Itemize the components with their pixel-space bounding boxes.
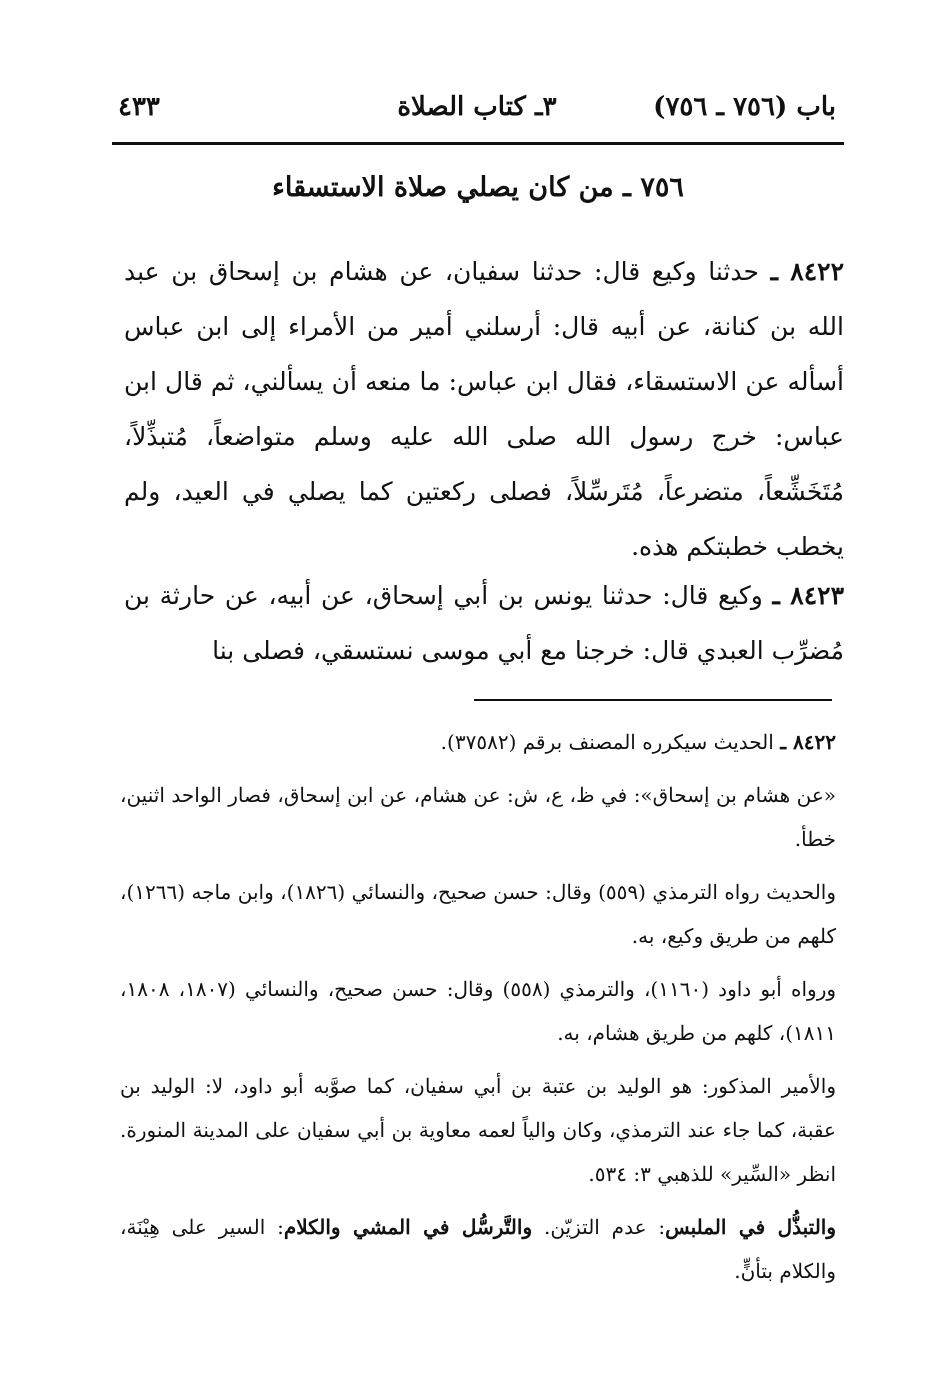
book-title: ٣ـ كتاب الصلاة <box>397 92 557 122</box>
hadith-number: ٨٤٢٢ ـ <box>770 257 845 286</box>
running-head <box>118 92 836 132</box>
glossary-definition: : عدم التزيّن. <box>532 1215 666 1239</box>
footnote-8422 <box>120 720 836 764</box>
chapter-title: ٧٥٦ ـ من كان يصلي صلاة الاستسقاء <box>272 172 684 203</box>
hadith-text: حدثنا وكيع قال: حدثنا سفيان، عن هشام بن إسحاق بن عبد الله بن كنانة، عن أبيه قال: أرسلني أمير من الأمراء إلى ابن عباس أسأله عن الاستسقاء، فقال ابن عباس: ما منعه أن يسألني، ثم قال ابن عباس: خرج رسول الله صلى الله عليه وسلم متواضعاً، مُتبذِّلاً، مُتَخَشِّعاً، متضرعاً، مُتَرسِّلاً، فصلى ركعتين كما يصلي في العيد، ولم يخطب خطبتكم هذه. <box>124 257 844 561</box>
footnote-separator <box>474 699 832 701</box>
glossary-definition: : السير على هِيْنَة، والكلام بتأنٍّ. <box>120 1215 836 1283</box>
footnote-emir: والأمير المذكور: هو الوليد بن عتبة بن أبي سفيان، كما صوَّبه أبو داود، لا: الوليد بن عقبة، كما جاء عند الترمذي، وكان والياً لعمه معاوية بن أبي سفيان على المدينة المنورة. انظر «السِّير» للذهبي ٣: ٥٣٤. <box>120 1074 836 1186</box>
footnote-number: ٨٤٢٢ ـ <box>780 730 836 754</box>
hadith-number: ٨٤٢٣ ـ <box>772 581 844 610</box>
footnote-takhrij-2: ورواه أبو داود (١١٦٠)، والترمذي (٥٥٨) وقال: حسن صحيح، والنسائي (١٨٠٧، ١٨٠٨، ١٨١١)، كلهم من طريق هشام، به. <box>120 977 837 1045</box>
header-rule <box>112 142 844 145</box>
glossary-term: والتبذُّل في الملبس <box>665 1215 836 1239</box>
hadith-8423 <box>124 568 844 678</box>
page-number: ٤٣٣ <box>118 92 160 122</box>
glossary-term: والتَّرسُّل في المشي والكلام <box>283 1215 533 1239</box>
hadith-text: وكيع قال: حدثنا يونس بن أبي إسحاق، عن أبيه، عن حارثة بن مُضرِّب العبدي قال: خرجنا مع أبي موسى نستسقي، فصلى بنا <box>124 581 844 665</box>
footnote-variant: «عن هشام بن إسحاق»: في ظ، ع، ش: عن هشام، عن ابن إسحاق، فصار الواحد اثنين، خطأ. <box>120 783 836 851</box>
footnote-glossary <box>120 1205 836 1293</box>
footnotes <box>120 720 836 1302</box>
footnote-takhrij-1: والحديث رواه الترمذي (٥٥٩) وقال: حسن صحيح، والنسائي (١٨٢٦)، وابن ماجه (١٢٦٦)، كلهم من طريق وكيع، به. <box>120 880 837 948</box>
footnote-text: الحديث سيكرره المصنف برقم (٣٧٥٨٢). <box>440 730 781 754</box>
hadith-8422 <box>124 244 844 574</box>
chapter-range: باب (٧٥٦ ـ ٧٥٦) <box>653 92 836 122</box>
